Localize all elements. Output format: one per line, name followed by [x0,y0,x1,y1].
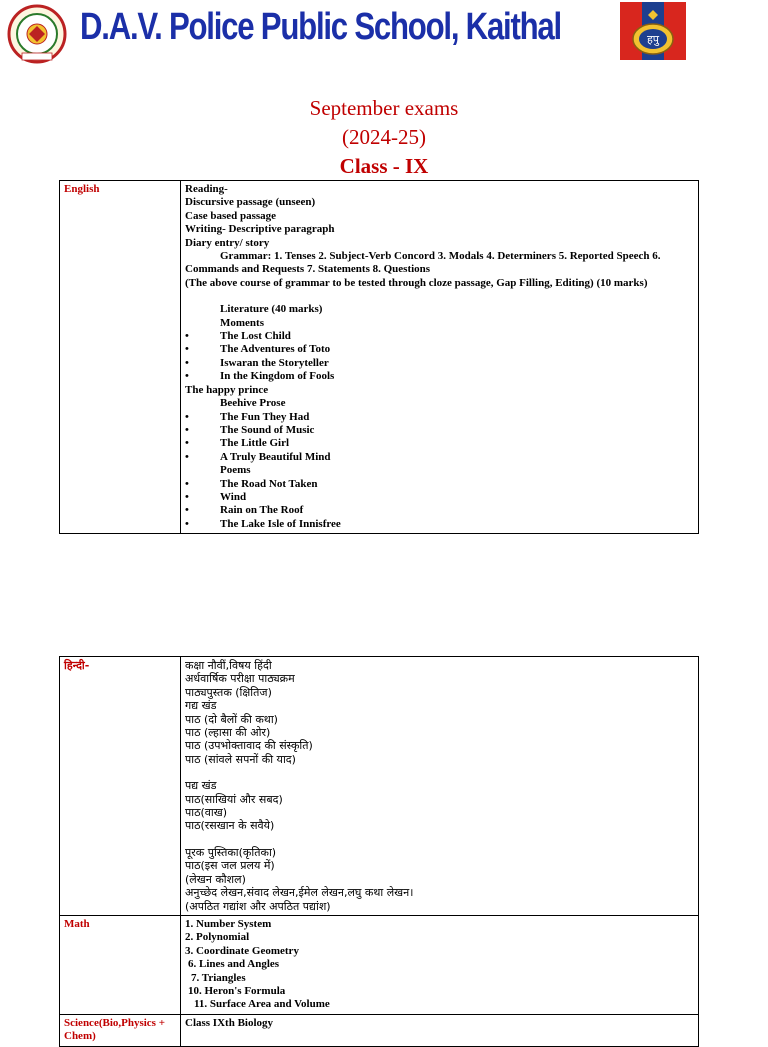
list-item: • In the Kingdom of Fools [185,370,694,383]
syllabus-line: पद्य खंड [185,779,217,793]
syllabus-line: (अपठित गद्यांश और अपठित पद्यांश) [185,899,331,913]
syllabus-line: Class IXth Biology [185,1016,274,1029]
list-item: 1. Number System [185,917,272,930]
police-badge-icon [620,2,686,60]
syllabus-line: पाठ (दो बैलों की कथा) [185,712,278,726]
syllabus-line: अर्धवार्षिक परीक्षा पाठ्यक्रम [185,672,295,686]
list-item: • Iswaran the Storyteller [185,357,694,370]
poems-heading: Poems [220,464,251,477]
syllabus-line: Discursive passage (unseen) [185,196,316,209]
list-item: • Wind [185,491,694,504]
list-item: 6. Lines and Angles [188,958,280,971]
session-year: (2024-25) [342,125,426,149]
syllabus-line: पाठ(साखियां और सबद) [185,792,283,806]
table-row [60,181,699,534]
moments-heading: Moments [220,316,264,329]
list-item: 7. Triangles [191,971,246,984]
syllabus-line: अनुच्छेद लेखन,संवाद लेखन,ईमेल लेखन,लघु कथा लेखन। [185,886,414,900]
subject-math: Math [60,915,181,1014]
list-item: 10. Heron's Formula [188,984,286,997]
header [0,0,768,70]
grammar-line: Commands and Requests 7. Statements 8. Questions [185,263,431,276]
list-item: • The Sound of Music [185,424,694,437]
hindi-content [181,657,699,916]
list-item: 11. Surface Area and Volume [194,998,330,1011]
list-item: • The Lake Isle of Innisfree [185,518,694,531]
hindi-math-science-table [59,656,699,1047]
syllabus-line: (लेखन कौशल) [185,872,246,886]
school-name: D.A.V. Police Public School, Kaithal [80,6,561,48]
math-content [181,915,699,1014]
syllabus-line: Reading- [185,183,228,195]
subject-english: English [60,181,181,534]
syllabus-line: पूरक पुस्तिका(कृतिका) [185,845,277,859]
exam-titles [0,94,768,181]
subject-science: Science(Bio,Physics + Chem) [60,1014,181,1046]
syllabus-line: Diary entry/ story [185,236,270,249]
syllabus-line: पाठ (ल्हासा की ओर) [185,726,271,740]
syllabus-line: कक्षा नौवीं,विषय हिंदी [185,659,272,672]
table-row [60,915,699,1014]
list-item: The happy prince [185,383,269,396]
syllabus-line: पाठ्यपुस्तक (क्षितिज) [185,685,272,699]
list-item: • The Road Not Taken [185,478,694,491]
grammar-note: (The above course of grammar to be tested through cloze passage, Gap Filling, Editing) (10 marks) [185,276,648,289]
syllabus-line: पाठ(वाख) [185,806,228,820]
table-row [60,1014,699,1046]
beehive-heading: Beehive Prose [220,397,286,410]
literature-heading: Literature (40 marks) [220,303,323,316]
list-item: • The Fun They Had [185,411,694,424]
list-item: 2. Polynomial [185,931,250,944]
syllabus-line: Writing- Descriptive paragraph [185,223,335,236]
badge-text: हपु [646,33,660,46]
science-content [181,1014,699,1046]
list-item: • The Lost Child [185,330,694,343]
grammar-line: Grammar: 1. Tenses 2. Subject-Verb Concord 3. Modals 4. Determiners 5. Reported Speech 6. [220,250,661,263]
exam-title: September exams [309,96,459,120]
list-item: • A Truly Beautiful Mind [185,451,694,464]
list-item: • Rain on The Roof [185,504,694,517]
english-syllabus-table [59,180,699,534]
syllabus-line: पाठ (उपभोक्तावाद की संस्कृति) [185,739,313,753]
english-content [181,181,699,534]
table-row [60,657,699,916]
list-item: • The Little Girl [185,437,694,450]
syllabus-line: पाठ(इस जल प्रलय में) [185,859,275,873]
list-item: 3. Coordinate Geometry [185,944,299,957]
syllabus-line: पाठ (सांवले सपनों की याद) [185,752,296,766]
syllabus-line: गद्य खंड [185,699,217,713]
subject-hindi: हिन्दी- [60,657,181,916]
list-item: • The Adventures of Toto [185,343,694,356]
syllabus-line: पाठ(रसखान के सवैये) [185,819,275,833]
class-name: Class - IX [339,154,429,178]
dav-emblem-icon [2,4,72,64]
syllabus-line: Case based passage [185,209,277,222]
